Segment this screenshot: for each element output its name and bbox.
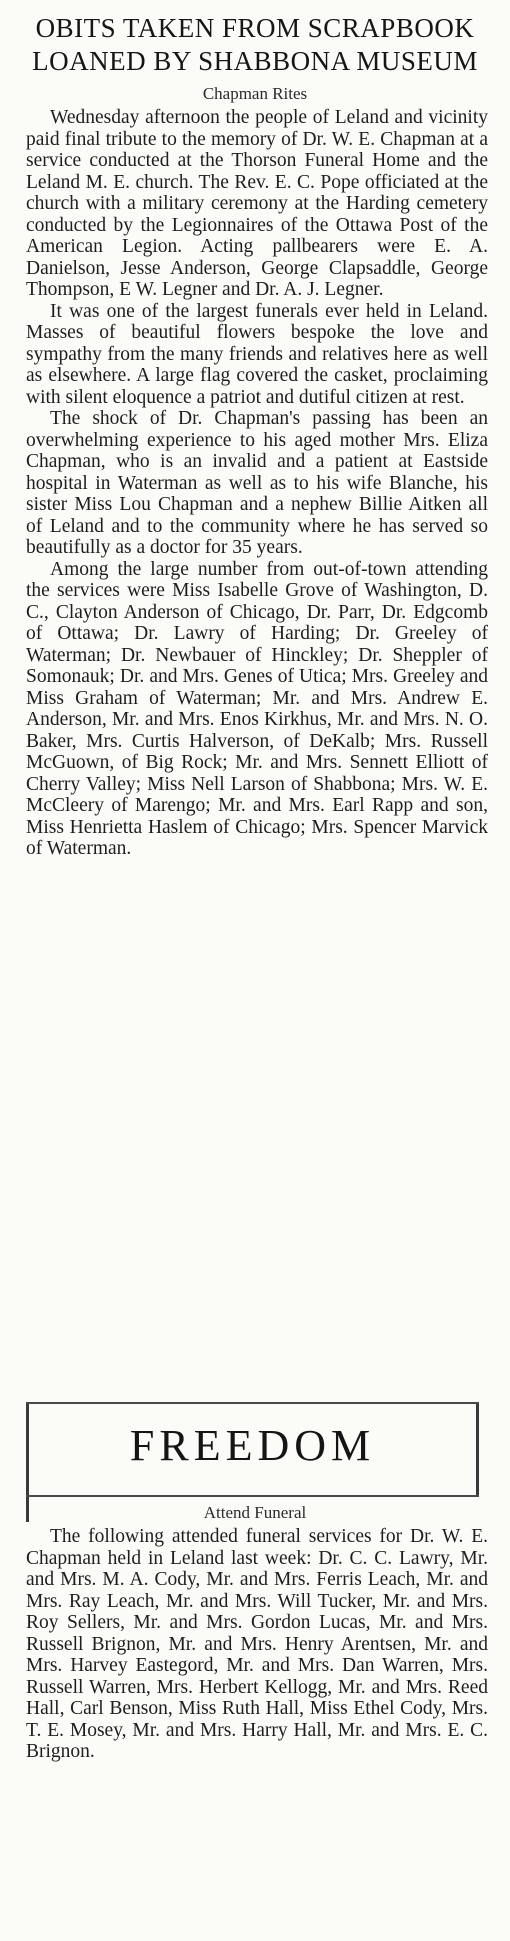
page-header: [10, 12, 500, 78]
article-title-chapman-rites: Chapman Rites: [202, 84, 308, 103]
article-paragraph: It was one of the largest funerals ever held in Leland. Masses of beautiful flowers bespoke the love and sympathy from the many friends and relatives here as well as elsewhere. A large flag covered the casket, proclaiming with silent eloquence a patriot and dutiful citizen at rest.: [26, 300, 488, 408]
header-line-2: LOANED BY SHABBONA MUSEUM: [32, 46, 478, 76]
article-title-attend-funeral: Attend Funeral: [203, 1503, 307, 1522]
article-chapman-rites: [26, 107, 488, 860]
article-paragraph: Wednesday afternoon the people of Leland and vicinity paid final tribute to the memory of Dr. W. E. Chapman at a service conducted at the Thorson Funeral Home and the Leland M. E. church. The Rev. E. C. Pope officiated at the church with a military ceremony at the Harding cemetery conducted by the Legionnaires of the Ottawa Post of the American Legion. Acting pallbearers were E. A. Danielson, Jesse Anderson, George Clapsaddle, George Thompson, E W. Legner and Dr. A. J. Legner.: [26, 107, 488, 300]
article-paragraph: Among the large number from out-of-town attending the services were Miss Isabelle Grove of Washington, D. C., Clayton Anderson of Chicago, Dr. Parr, Dr. Edgcomb of Ottawa; Dr. Lawry of Harding; Dr. Greeley of Waterman; Dr. Newbauer of Hinckley; Dr. Sheppler of Somonauk; Dr. and Mrs. Genes of Utica; Mrs. Greeley and Miss Graham of Waterman; Mr. and Mrs. Andrew E. Anderson, Mr. and Mrs. Enos Kirkhus, Mr. and Mrs. N. O. Baker, Mrs. Curtis Halverson, of DeKalb; Mrs. Russell McGuown, of Big Rock; Mr. and Mrs. Sennett Elliott of Cherry Valley; Miss Nell Larson of Shabbona; Mrs. W. E. McCleery of Marengo; Mr. and Mrs. Earl Rapp and son, Miss Henrietta Haslem of Chicago; Mrs. Spencer Marvick of Waterman.: [26, 558, 488, 859]
article-attend-funeral: [26, 1526, 488, 1763]
article-paragraph: The shock of Dr. Chapman's passing has been an overwhelming experience to his aged mother Mrs. Eliza Chapman, who is an invalid and a patient at Eastside hospital in Waterman as well as to his wife Blanche, his sister Miss Lou Chapman and a nephew Billie Aitken all of Leland and to the community where he has served so beautifully as a doctor for 35 years.: [26, 408, 488, 558]
article-paragraph: The following attended funeral services for Dr. W. E. Chapman held in Leland last week: Dr. C. C. Lawry, Mr. and Mrs. M. A. Cody, Mr. and Mrs. Ferris Leach, Mr. and Mrs. Ray Leach, Mr. and Mrs. Will Tucker, Mr. and Mrs. Roy Sellers, Mr. and Mrs. Gordon Lucas, Mr. and Mrs. Russell Brignon, Mr. and Mrs. Henry Arentsen, Mr. and Mrs. Harvey Eastegord, Mr. and Mrs. Dan Warren, Mrs. Russell Warren, Mrs. Herbert Kellogg, Mr. and Mrs. Reed Hall, Carl Benson, Miss Ruth Hall, Miss Ethel Cody, Mrs. T. E. Mosey, Mr. and Mrs. Harry Hall, Mr. and Mrs. E. C. Brignon.: [26, 1526, 488, 1762]
header-line-1: OBITS TAKEN FROM SCRAPBOOK: [35, 13, 475, 43]
freedom-banner: FREEDOM: [129, 1421, 376, 1470]
banner-bottom-rule: [26, 1495, 479, 1497]
banner-top-rule: [26, 1402, 479, 1404]
